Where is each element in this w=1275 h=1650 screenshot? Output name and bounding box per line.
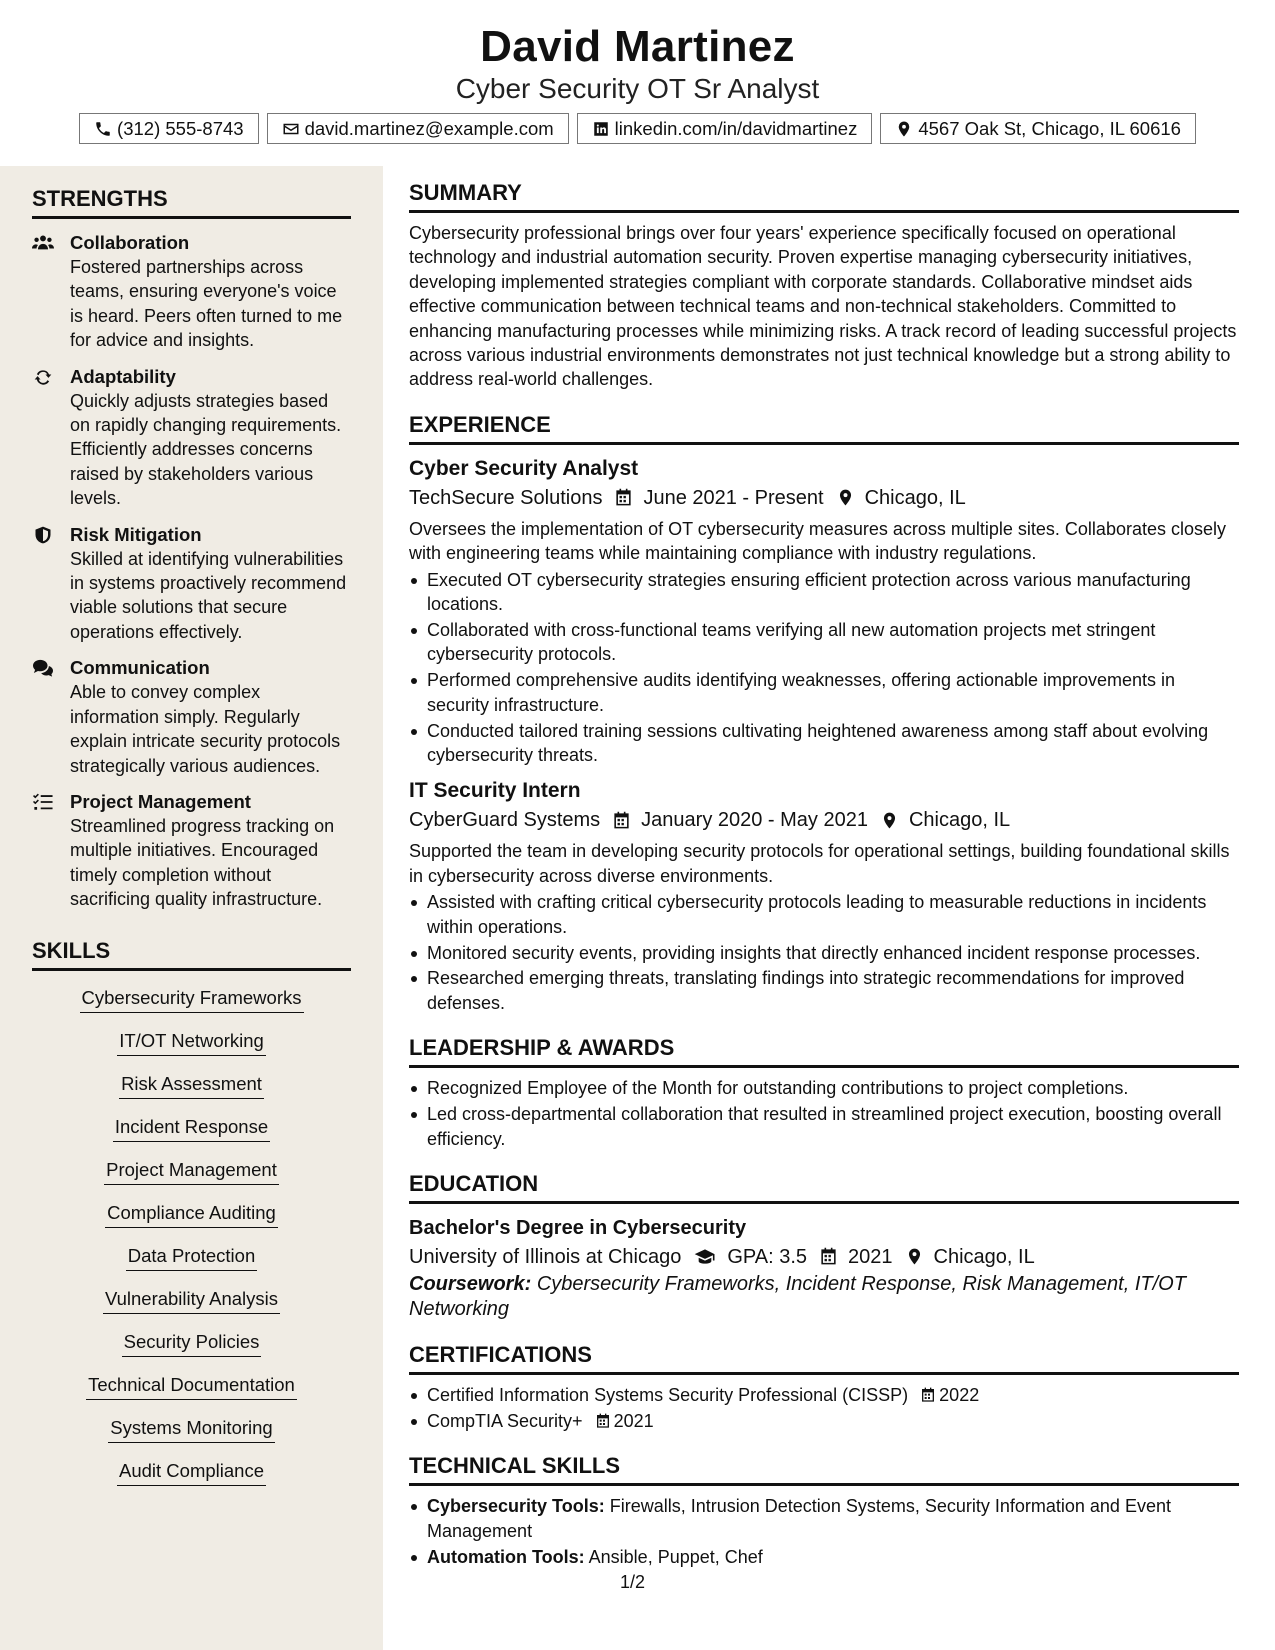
tasks-icon — [32, 792, 54, 812]
map-marker-icon — [905, 1247, 924, 1266]
skill-tag: Data Protection — [126, 1243, 258, 1271]
job-company: TechSecure Solutions — [409, 486, 603, 509]
cert-year: 2021 — [613, 1410, 654, 1431]
phone-icon — [94, 120, 112, 138]
contact-address[interactable] — [880, 113, 1196, 144]
job-location: Chicago, IL — [908, 809, 1011, 832]
skill-tag: Audit Compliance — [117, 1458, 266, 1486]
strength-item — [32, 790, 351, 912]
job-role: Cyber Security Analyst — [409, 456, 639, 480]
tech-skill-value: Firewalls, Intrusion Detection Systems, Security Information and Event Management — [427, 1496, 1171, 1541]
certifications-list — [409, 1383, 1239, 1433]
graduation-year: 2021 — [848, 1245, 893, 1268]
experience-heading: EXPERIENCE — [409, 412, 1239, 445]
degree-name: Bachelor's Degree in Cybersecurity — [409, 1216, 747, 1239]
technical-skills-heading: TECHNICAL SKILLS — [409, 1453, 1239, 1486]
cert-name: CompTIA Security+ — [427, 1410, 583, 1431]
strength-name: Collaboration — [70, 232, 190, 253]
experience-section — [409, 412, 1239, 1015]
linkedin-icon — [592, 120, 610, 138]
address-text: 4567 Oak St, Chicago, IL 60616 — [918, 117, 1181, 139]
users-icon — [32, 233, 54, 253]
linkedin-text: linkedin.com/in/davidmartinez — [614, 117, 858, 139]
skill-tag: Systems Monitoring — [108, 1415, 274, 1443]
main-column — [409, 180, 1239, 1589]
strength-name: Project Management — [70, 790, 251, 812]
skill-tag: Security Policies — [122, 1329, 262, 1357]
job-role: IT Security Intern — [409, 779, 581, 803]
job-bullets — [409, 890, 1239, 1015]
map-marker-icon — [895, 120, 913, 138]
coursework-label: Coursework: — [409, 1272, 532, 1295]
gpa: GPA: 3.5 — [727, 1245, 808, 1268]
strength-name: Risk Mitigation — [70, 523, 202, 545]
skill-tag: Vulnerability Analysis — [103, 1286, 280, 1314]
resume-header — [0, 0, 1275, 166]
list-item: Performed comprehensive audits identifying weaknesses, offering actionable improvements in security infrastructure. — [409, 668, 1239, 717]
skill-tag: Incident Response — [113, 1114, 270, 1142]
education-meta — [409, 1242, 1239, 1272]
calendar-icon — [595, 1413, 611, 1429]
skill-tag: Project Management — [104, 1157, 279, 1185]
phone-text: (312) 555-8743 — [117, 117, 244, 139]
summary-text: Cybersecurity professional brings over four years' experience specifically focused on operational technology and industrial automation security. Proven expertise managing cybersecurity initiatives, developing implemented strategies compliant with corporate standards. Collaborative mindset aids effective communication between technical teams and non-technical stakeholders. Committed to enhancing manufacturing processes while minimizing risks. A track record of leading successful projects across various industrial environments demonstrates not just technical knowledge but a strong ability to address real-world challenges. — [409, 223, 1237, 390]
list-item — [409, 1409, 1239, 1433]
list-item: Collaborated with cross-functional teams verifying all new automation projects met stringent cybersecurity protocols. — [409, 618, 1239, 667]
strength-name: Adaptability — [70, 365, 176, 387]
list-item: Assisted with crafting critical cybersecurity protocols leading to measurable reductions in incidents within operations. — [409, 890, 1239, 939]
skill-tag: Cybersecurity Frameworks — [80, 985, 304, 1013]
strength-item — [32, 231, 351, 353]
list-item: Monitored security events, providing insights that directly enhanced incident response processes. — [409, 941, 1239, 965]
tech-skill-value: Ansible, Puppet, Chef — [588, 1546, 763, 1567]
list-item — [409, 1545, 1239, 1569]
job-entry — [409, 455, 1239, 768]
certifications-section — [409, 1342, 1239, 1433]
strength-item — [32, 656, 351, 778]
list-item: Researched emerging threats, translating findings into strategic recommendations for improved defenses. — [409, 966, 1239, 1015]
calendar-icon — [612, 811, 631, 830]
job-company: CyberGuard Systems — [409, 809, 601, 832]
job-meta — [409, 805, 1239, 835]
map-marker-icon — [880, 811, 899, 830]
comments-icon — [32, 658, 54, 678]
leadership-heading: LEADERSHIP & AWARDS — [409, 1035, 1239, 1068]
envelope-icon — [282, 120, 300, 138]
candidate-title: Cyber Security OT Sr Analyst — [455, 73, 820, 104]
tech-skill-label: Cybersecurity Tools: — [427, 1496, 605, 1517]
calendar-icon — [920, 1387, 936, 1403]
list-item: Recognized Employee of the Month for outstanding contributions to project completions. — [409, 1076, 1239, 1100]
job-location: Chicago, IL — [864, 486, 966, 509]
job-description: Oversees the implementation of OT cybersecurity measures across multiple sites. Collaborates closely with engineering teams while maintaining compliance with industry regulations. — [409, 518, 1226, 564]
contact-phone[interactable] — [79, 113, 259, 144]
technical-skills-section — [409, 1453, 1239, 1569]
strength-desc: Quickly adjusts strategies based on rapidly changing requirements. Efficiently addresses concerns raised by stakeholders various levels. — [70, 390, 342, 509]
summary-section — [409, 180, 1239, 392]
job-entry — [409, 777, 1239, 1015]
list-item — [409, 1383, 1239, 1407]
contact-linkedin[interactable] — [577, 113, 873, 144]
school-location: Chicago, IL — [933, 1245, 1035, 1268]
list-item: Executed OT cybersecurity strategies ensuring efficient protection across various manufacturing locations. — [409, 568, 1239, 617]
list-item — [409, 1494, 1239, 1543]
list-item: Conducted tailored training sessions cultivating heightened awareness among staff about evolving cybersecurity threats. — [409, 719, 1239, 768]
refresh-icon — [32, 367, 54, 387]
skills-heading: SKILLS — [32, 938, 351, 971]
job-description: Supported the team in developing security protocols for operational settings, building foundational skills in cybersecurity across diverse environments. — [409, 841, 1230, 886]
skill-tag: IT/OT Networking — [117, 1028, 266, 1056]
strength-desc: Fostered partnerships across teams, ensuring everyone's voice is heard. Peers often turned to me for advice and insights. — [70, 257, 343, 351]
leadership-section — [409, 1035, 1239, 1151]
technical-skills-list — [409, 1494, 1239, 1569]
strength-name: Communication — [70, 657, 210, 679]
cert-year: 2022 — [939, 1384, 980, 1405]
certifications-heading: CERTIFICATIONS — [409, 1342, 1239, 1375]
school-name: University of Illinois at Chicago — [409, 1245, 682, 1268]
graduation-cap-icon — [693, 1247, 717, 1266]
contact-bar — [0, 113, 1275, 144]
page-number: 1/2 — [620, 1572, 646, 1592]
skill-tag: Compliance Auditing — [105, 1200, 278, 1228]
job-dates: January 2020 - May 2021 — [641, 809, 868, 832]
coursework — [409, 1272, 1239, 1322]
education-section — [409, 1171, 1239, 1322]
strength-desc: Streamlined progress tracking on multiple initiatives. Encouraged timely completion without sacrificing quality infrastructure. — [70, 815, 335, 910]
email-text: david.martinez@example.com — [304, 117, 554, 139]
job-dates: June 2021 - Present — [643, 486, 824, 509]
calendar-icon — [614, 488, 633, 507]
list-item: Led cross-departmental collaboration that resulted in streamlined project execution, boosting overall efficiency. — [409, 1102, 1239, 1151]
tech-skill-label: Automation Tools: — [427, 1546, 585, 1567]
strengths-heading: STRENGTHS — [32, 186, 351, 219]
sidebar — [0, 166, 383, 1650]
strength-desc: Able to convey complex information simply. Regularly explain intricate security protocols strategically various audiences. — [70, 682, 341, 776]
education-heading: EDUCATION — [409, 1171, 1239, 1204]
job-meta — [409, 483, 1239, 513]
skill-tag: Risk Assessment — [119, 1071, 264, 1099]
shield-icon — [32, 525, 54, 545]
strength-item — [32, 365, 351, 511]
strength-desc: Skilled at identifying vulnerabilities in systems proactively recommend viable solutions that secure operations effectively. — [70, 548, 347, 642]
job-bullets — [409, 568, 1239, 768]
strength-item — [32, 523, 351, 645]
skills-list — [32, 985, 351, 1501]
calendar-icon — [819, 1247, 838, 1266]
cert-name: Certified Information Systems Security Professional (CISSP) — [427, 1384, 909, 1405]
skill-tag: Technical Documentation — [86, 1372, 297, 1400]
summary-heading: SUMMARY — [409, 180, 1239, 213]
candidate-name: David Martinez — [480, 22, 795, 71]
leadership-list — [409, 1076, 1239, 1151]
coursework-text: Cybersecurity Frameworks, Incident Response, Risk Management, IT/OT Networking — [409, 1272, 1186, 1320]
map-marker-icon — [836, 488, 855, 507]
contact-email[interactable] — [267, 113, 569, 144]
